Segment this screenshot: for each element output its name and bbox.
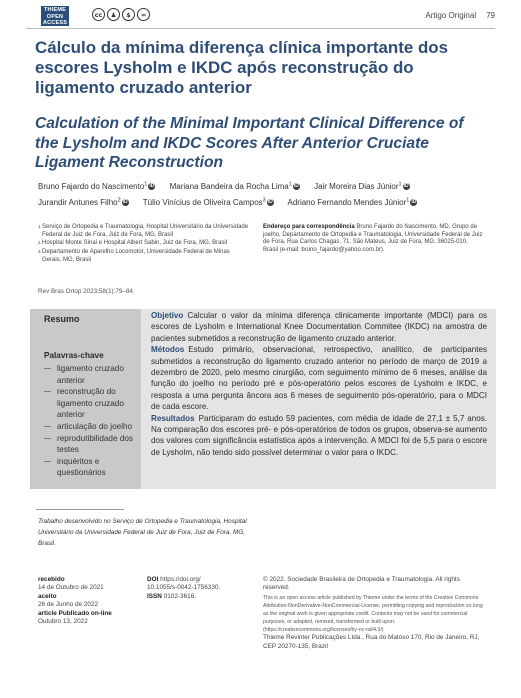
cc-nd-icon: = — [137, 8, 150, 21]
author-list — [38, 179, 488, 211]
author: Jurandir Antunes Filho$^2$ iD — [38, 197, 128, 207]
doi-info: DOI https://doi.org/ 10.1055/s-0042-1756330. ISSN 0102-3616. — [147, 576, 221, 600]
logo-line-1: THIEME — [44, 7, 66, 13]
doi-link[interactable]: https://doi.org/ — [160, 576, 201, 583]
orcid-icon[interactable]: iD — [293, 183, 299, 189]
logo-line-3: ACCESS — [42, 20, 68, 27]
orcid-icon[interactable]: iD — [403, 183, 409, 189]
keyword: — reprodutibilidade dos testes — [44, 433, 138, 456]
affiliations — [38, 224, 250, 266]
abstract-methods: Métodos Estudo primário, observacional, retrospectivo, analítico, de participantes submetidos a reconstrução do ligamento cruzado anterior no período de março de 2019 a dezembro de 2020, pelo mesmo cirurgião, com seguimento mínimo de 6 meses, análise da função do joelho no período pré e pós-operatório pelos escores de Lysholm e IKDC, e resposta a uma pergunta âncora aos 6 meses de seguimento pós-operatório, para o MDCI de cada escore. — [151, 345, 487, 412]
abstract-text — [151, 310, 487, 458]
author: Túlio Vinícius de Oliveira Campos$^3$ iD — [142, 197, 273, 207]
section-label: Artigo Original — [425, 11, 477, 20]
logo-line-2: OPEN — [46, 13, 64, 20]
abstract-results: Resultados Participaram do estudo 59 pacientes, com média de idade de 27,1 ± 5,7 anos. Na comparação dos escores pré- e pós-operatórios de todos os grupos, observa-se aumento dos valores com significância estatística após a intervenção. A MDCI foi de 5,5 para o escore de Lysholm, não tendo sido possível determinar o valor para o IKDC. — [151, 413, 487, 457]
title-english: Calculation of the Minimal Important Clinical Difference of the Lysholm and IKDC Scores After Anterior Cruciate Ligament Reconstruction — [35, 115, 464, 172]
author: Adriano Fernando Mendes Júnior$^1$ iD — [287, 197, 417, 207]
creative-commons-icons — [92, 8, 150, 21]
keyword: — reconstrução do ligamento cruzado anterior — [44, 386, 138, 421]
orcid-icon[interactable]: iD — [149, 183, 155, 189]
correspondence-label: Endereço para correspondência — [263, 224, 355, 230]
affiliation: 2 Hospital Monte Sinai e Hospital Albert Sabin, Juiz de Fora, MG, Brasil — [38, 240, 228, 247]
orcid-icon[interactable]: iD — [122, 199, 128, 205]
keyword: — inquéritos e questionários — [44, 456, 138, 479]
keywords-list — [44, 363, 138, 479]
orcid-icon[interactable]: iD — [267, 199, 273, 205]
keywords-title: Palavras-chave — [44, 351, 104, 360]
cc-nc-icon: $ — [122, 8, 135, 21]
copyright — [263, 576, 485, 651]
abstract-objective: Objetivo Calcular o valor da mínima diferença clinicamente importante (MDCI) para os escores de Lysholm e International Knee Documentation Commitee (IKDC) na amostra de pacientes submetidos a reconstrução de ligamento cruzado anterior. — [151, 311, 487, 343]
page-number: 79 — [486, 11, 495, 20]
author: Jair Moreira Dias Júnior$^1$ iD — [314, 181, 409, 191]
thieme-open-access-logo — [41, 6, 69, 26]
header-divider — [26, 28, 495, 29]
correspondence-address — [263, 224, 483, 255]
abstract-label: Resumo — [44, 314, 80, 324]
cc-by-icon: ♟ — [107, 8, 120, 21]
footnote: Trabalho desenvolvido no Serviço de Ortopedia e Traumatologia, Hospital Universitário da Universidade Federal de Juiz de Fora, Juiz de Fora, MG, Brasil. — [38, 518, 247, 547]
author: Mariana Bandeira da Rocha Lima$^1$ iD — [169, 181, 299, 191]
keyword: — articulação do joelho — [44, 421, 138, 433]
license-text: This is an open access article published by Thieme under the terms of the Creative Commons Attribution-NonDerivative-NonCommercial-License, permitting copying and reproduction so long as the original work is given appropriate credit. Contents may not be used for commercial purposes, or adapted, remixed, transformed or built upon. (https://creativecommons.org/licenses/by-nc-nd/4.0/) — [263, 594, 483, 634]
publisher-address: Thieme Revinter Publicações Ltda., Rua do Matoso 170, Rio de Janeiro, RJ, CEP 20270-135, Brazil — [263, 634, 480, 650]
article-dates: recebido 14 de Outubro de 2021 aceito 26 de Junho de 2022 article Publicado on-line Outubro 13, 2022 — [38, 576, 112, 626]
author: Bruno Fajardo do Nascimento$^1$ iD — [38, 181, 155, 191]
title-portuguese: Cálculo da mínima diferença clínica importante dos escores Lysholm e IKDC após reconstrução do ligamento cruzado anterior — [35, 38, 448, 97]
affiliation: 1 Serviço de Ortopedia e Traumatologia, Hospital Universitário da Universidade Federal de Juiz de Fora, Juiz de Fora, MG, Brasil — [38, 224, 249, 238]
orcid-icon[interactable]: iD — [411, 199, 417, 205]
running-head — [425, 11, 495, 20]
cc-icon: cc — [92, 8, 105, 21]
correspondence-text: Bruno Fajardo do Nascimento, MD, Grupo de joelho, Departamento de Ortopedia e Traumatologia, Universidade Federal de Juiz de Fora, Rua Carlos Chagas, 71, São Mateus, Juiz de Fora, MG, 36025-010, Brasil — [263, 224, 483, 254]
keyword: — ligamento cruzado anterior — [44, 363, 138, 386]
affiliation: 3 Departamento de Aparelho Locomotor, Universidade Federal de Minas Gerais, MG, Brasil — [38, 249, 230, 263]
footnote-divider — [36, 509, 124, 510]
correspondence-email[interactable]: (e-mail: bruno_fajardo@yahoo.com.br). — [279, 247, 385, 254]
copyright-text: © 2022. Sociedade Brasileira de Ortopedia e Traumatologia. All rights reserved. — [263, 576, 460, 592]
citation: Rev Bras Ortop 2023;58(1):79–84. — [38, 288, 135, 295]
